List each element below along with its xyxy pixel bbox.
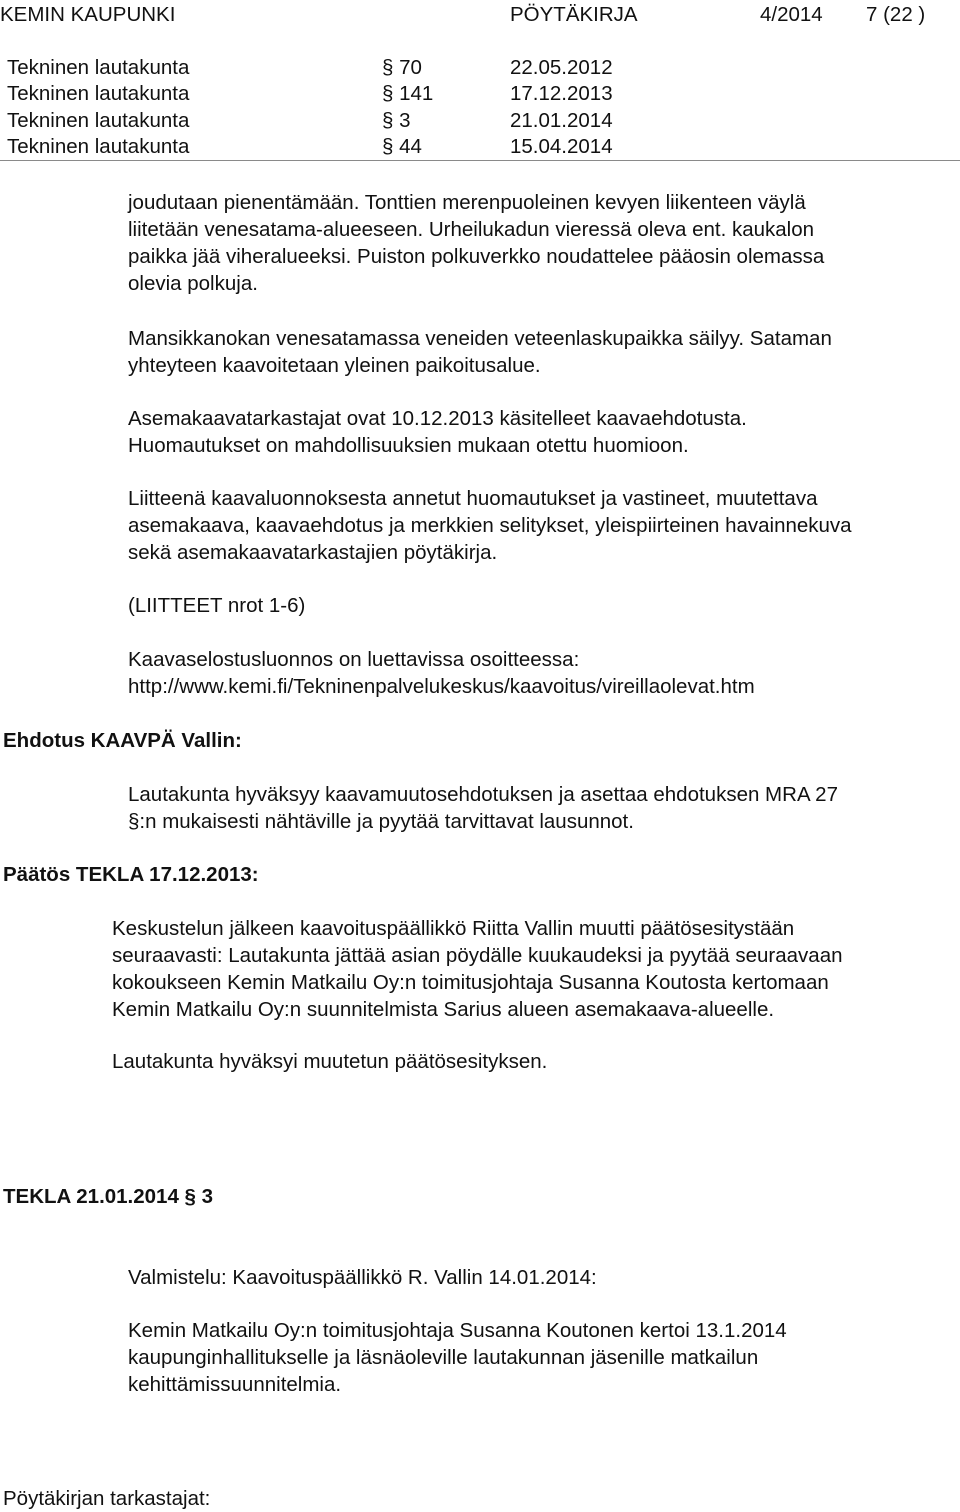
document-header xyxy=(0,1,960,28)
meeting-row: Tekninen lautakunta § 44 15.04.2014 xyxy=(7,135,613,158)
document-type: PÖYTÄKIRJA xyxy=(510,3,638,26)
preparation-line: Valmistelu: Kaavoituspäällikkö R. Vallin 14.01.2014: xyxy=(128,1266,597,1289)
meeting-heading: TEKLA 21.01.2014 § 3 xyxy=(3,1185,214,1208)
plan-url-link[interactable]: http://www.kemi.fi/Tekninenpalvelukeskus/kaavoitus/vireillaolevat.htm xyxy=(128,675,755,698)
decision-result: Lautakunta hyväksyi muutetun päätösesityksen. xyxy=(112,1050,548,1073)
organization-name: KEMIN KAUPUNKI xyxy=(0,3,176,26)
meeting-row: Tekninen lautakunta § 3 21.01.2014 xyxy=(7,109,613,132)
paragraph-marina: Mansikkanokan venesatamassa veneiden veteenlaskupaikka säilyy. Sataman yhteyteen kaavoitetaan yleinen paikoitusalue. xyxy=(128,327,832,377)
paragraph-attachments: Liitteenä kaavaluonnoksesta annetut huomautukset ja vastineet, muutettava asemakaava, kaavaehdotus ja merkkien selitykset, yleispiirteinen havainnekuva sekä asemakaavatarkastajien pöytäkirja. xyxy=(128,487,852,564)
meeting-text: Kemin Matkailu Oy:n toimitusjohtaja Susanna Koutonen kertoi 13.1.2014 kaupunginhallitukselle ja läsnäoleville lautakunnan jäsenille matkailun kehittämissuunnitelmia. xyxy=(128,1319,787,1396)
page-number: 7 (22 ) xyxy=(866,3,926,26)
paragraph-description-link: Kaavaselostusluonnos on luettavissa osoitteessa: http://www.kemi.fi/Tekninenpalvelukeskus/kaavoitus/vireillaolevat.htm xyxy=(128,648,755,698)
header-divider xyxy=(0,160,960,161)
document-number: 4/2014 xyxy=(760,3,823,26)
meeting-row: Tekninen lautakunta § 141 17.12.2013 xyxy=(7,82,613,105)
proposal-text: Lautakunta hyväksyy kaavamuutosehdotuksen ja asettaa ehdotuksen MRA 27 §:n mukaisesti nähtäville ja pyytää tarvittavat lausunnot. xyxy=(128,783,838,833)
decision-label: Päätös TEKLA 17.12.2013: xyxy=(3,863,259,886)
paragraph-inspectors: Asemakaavatarkastajat ovat 10.12.2013 käsitelleet kaavaehdotusta. Huomautukset on mahdollisuuksien mukaan otettu huomioon. xyxy=(128,407,747,457)
proposal-label: Ehdotus KAAVPÄ Vallin: xyxy=(3,729,242,752)
decision-text: Keskustelun jälkeen kaavoituspäällikkö Riitta Vallin muutti päätösesitystään seuraavasti: Lautakunta jättää asian pöydälle kuukaudeksi ja pyytää seuraavaan kokoukseen Kemin Matkailu Oy:n toimitusjohtaja Susanna Koutosta kertomaan Kemin Matkailu Oy:n suunnitelmista Sarius alueen asemakaava-alueelle. xyxy=(112,917,843,1021)
paragraph-plan-description: joudutaan pienentämään. Tonttien merenpuoleinen kevyen liikenteen väylä liitetään venesatama-alueeseen. Urheilukadun vieressä oleva ent. kaukalon paikka jää viheralueeksi. Puiston polkuverkko noudattelee pääosin olemassa olevia polkuja. xyxy=(128,191,825,295)
reviewers-label: Pöytäkirjan tarkastajat: xyxy=(3,1487,211,1510)
attachments-reference: (LIITTEET nrot 1-6) xyxy=(128,594,306,617)
meeting-row: Tekninen lautakunta § 70 22.05.2012 xyxy=(7,56,613,79)
